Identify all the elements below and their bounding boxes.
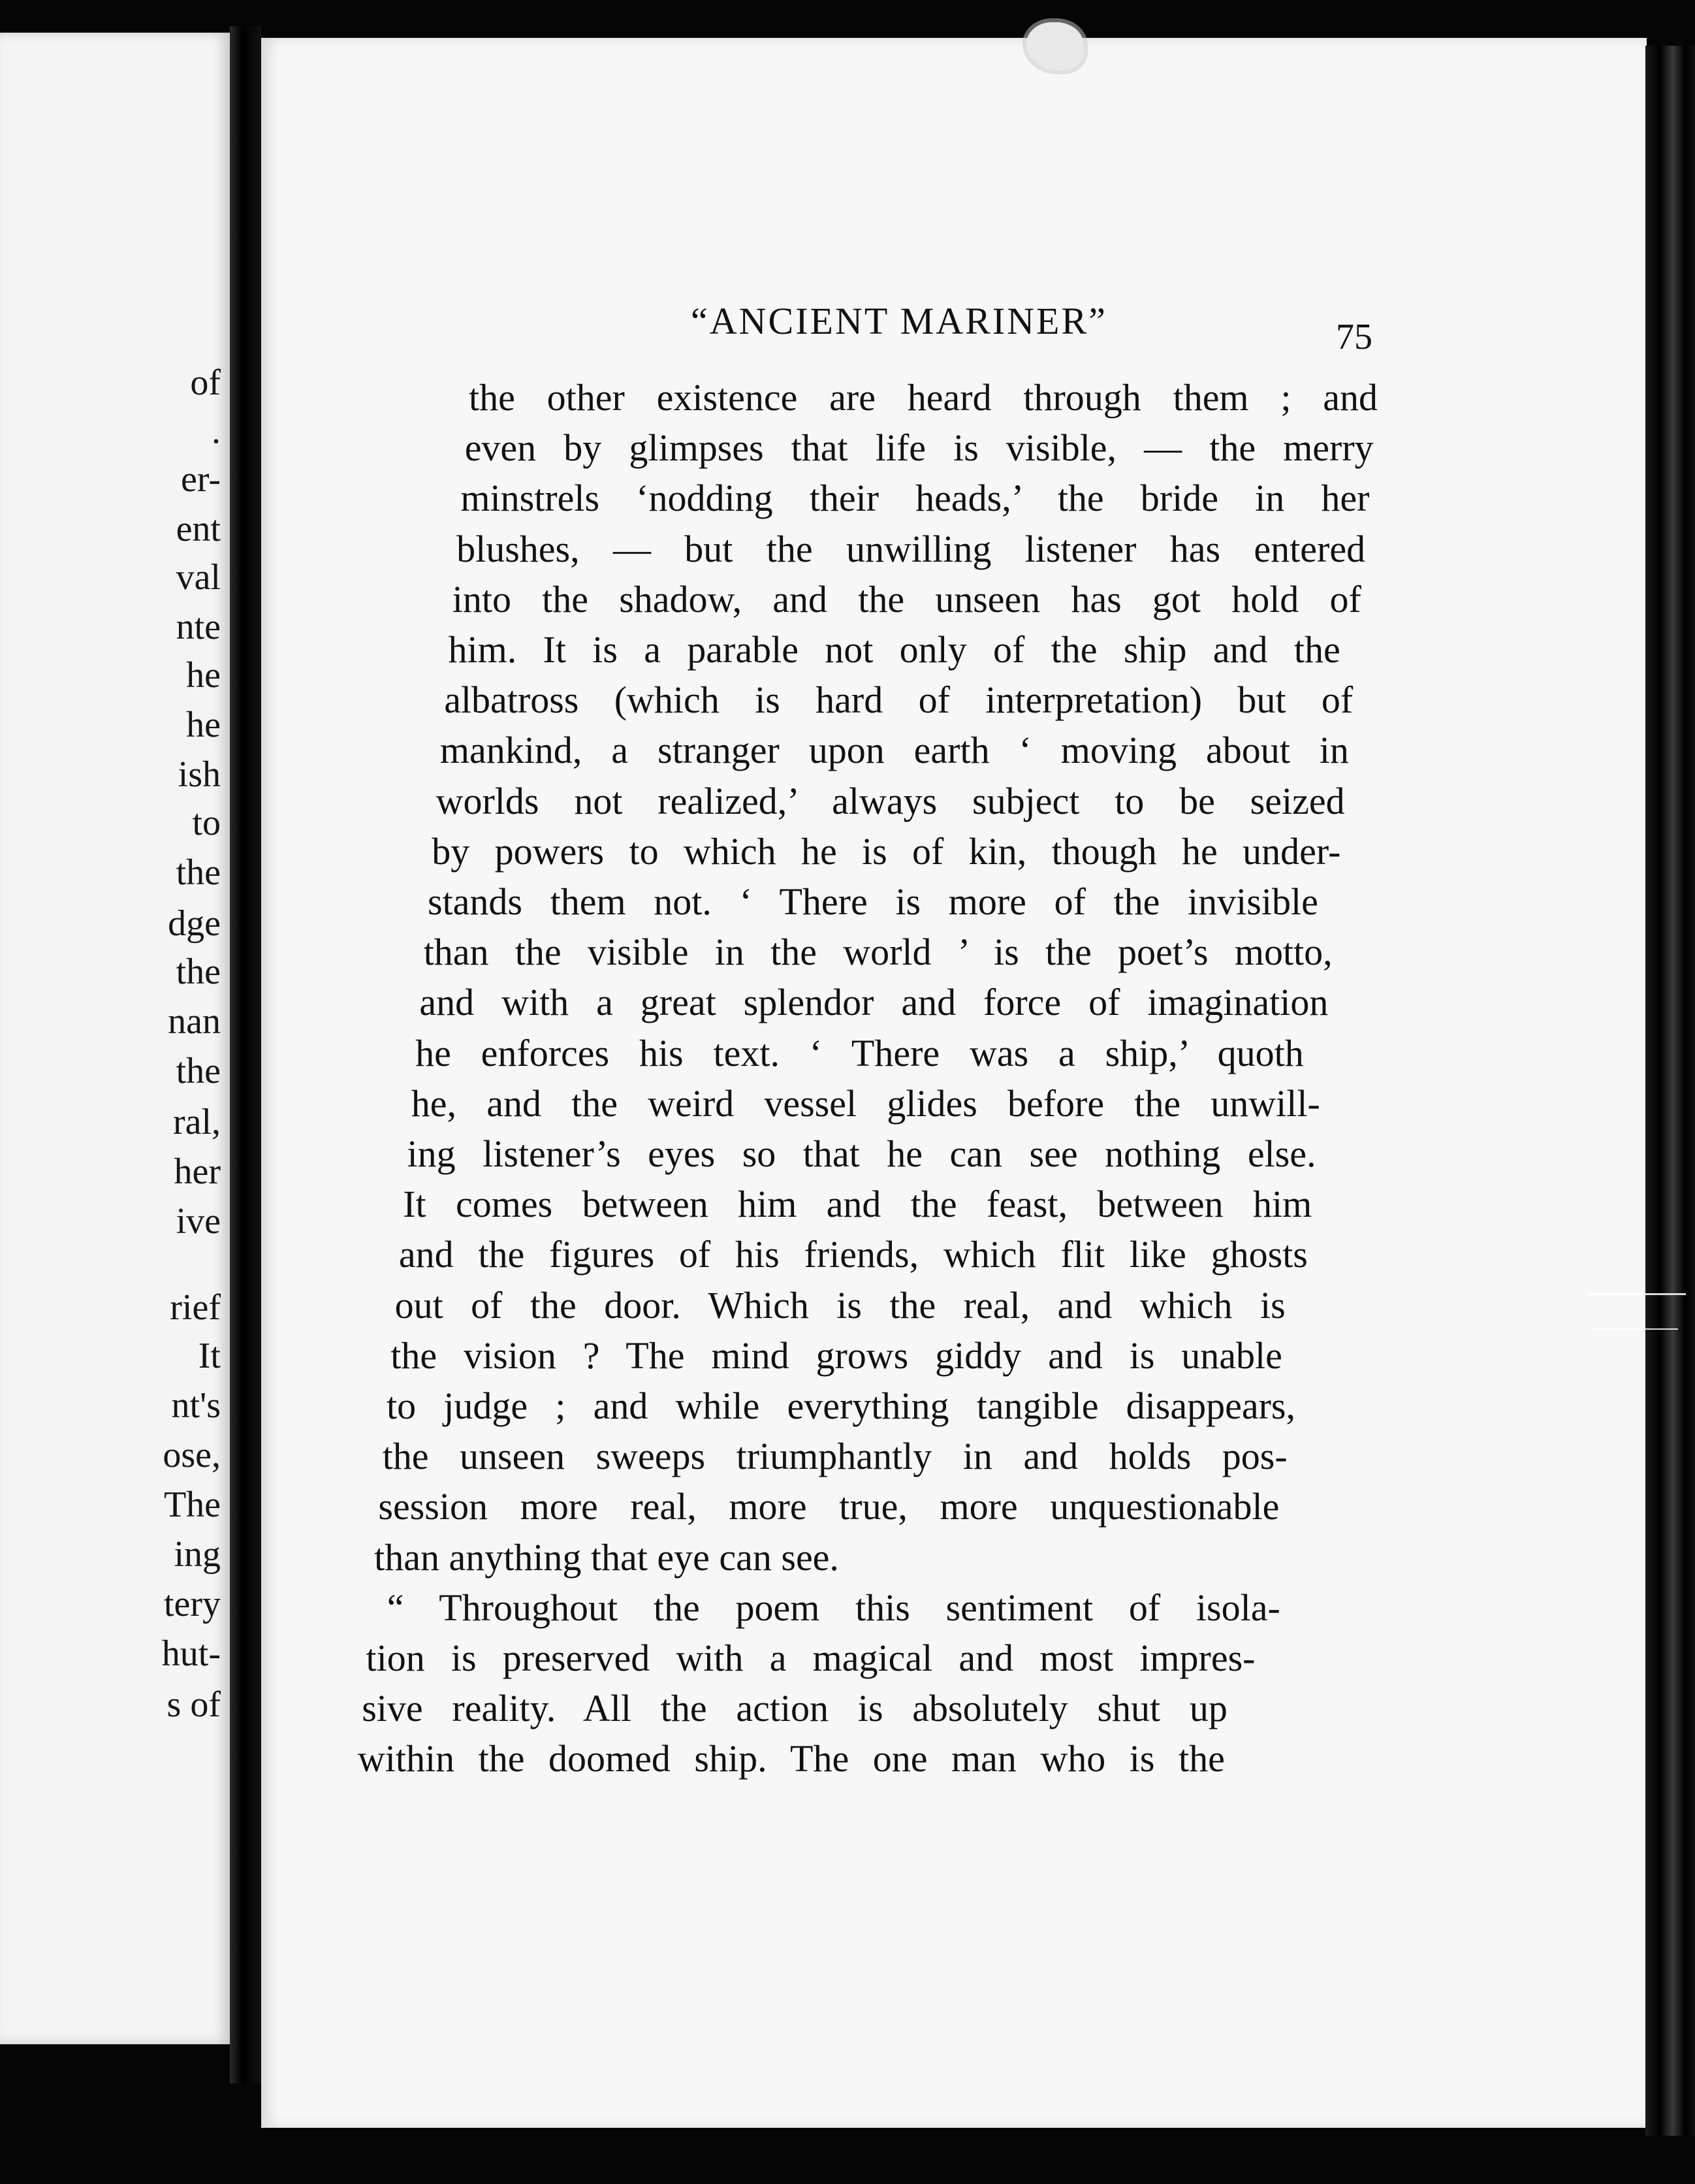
text-line: sive reality. All the action is absolutely shut up <box>362 1687 1228 1730</box>
text-line: to judge ; and while everything tangible disappears, <box>387 1385 1295 1427</box>
text-line: and with a great splendor and force of imagination <box>419 981 1329 1024</box>
text-line: the unseen sweeps triumphantly in and holds pos- <box>382 1435 1288 1478</box>
text-line: mankind, a stranger upon earth ‘ moving about in <box>439 729 1349 772</box>
facing-page-fragment: val <box>176 557 221 598</box>
text-line: “ Throughout the poem this sentiment of isola- <box>387 1586 1280 1629</box>
facing-page-fragment: s of <box>166 1684 221 1725</box>
page-number: 75 <box>1336 317 1372 357</box>
facing-page-fragment: he <box>186 705 221 745</box>
text-line: him. It is a parable not only of the ship and the <box>448 628 1340 671</box>
facing-page-fragment: he <box>186 655 221 696</box>
facing-page-fragment: rief <box>170 1287 221 1328</box>
text-line: than the visible in the world ’ is the poet’s motto, <box>423 931 1333 974</box>
facing-page-fragment: The <box>163 1485 221 1525</box>
facing-page-fragment: ral, <box>172 1102 221 1142</box>
book-gutter <box>230 26 261 2083</box>
facing-page-fragment: the <box>176 1051 221 1091</box>
facing-page-fragment: to <box>192 803 221 843</box>
scan-scratch <box>1593 1328 1678 1330</box>
facing-page-fragment: the <box>176 852 221 893</box>
facing-page-fragment: . <box>212 411 221 451</box>
facing-page-fragment: ing <box>174 1534 221 1575</box>
text-line: he enforces his text. ‘ There was a ship,’ quoth <box>415 1031 1304 1074</box>
text-line: session more real, more true, more unquestionable <box>378 1485 1280 1528</box>
facing-page <box>0 33 230 2044</box>
text-line: tion is preserved with a magical and most impres- <box>366 1637 1256 1679</box>
facing-page-fragment: her <box>174 1151 221 1192</box>
text-line: by powers to which he is of kin, though he under- <box>432 829 1341 873</box>
facing-page-fragment: hut- <box>161 1633 221 1674</box>
text-line: minstrels ‘nodding their heads,’ the bride in her <box>460 477 1370 520</box>
facing-page-fragment: er- <box>180 459 221 500</box>
facing-page-fragment: nte <box>176 607 221 647</box>
facing-page-fragment: tery <box>163 1584 221 1624</box>
text-line: within the doomed ship. The one man who is the <box>357 1737 1225 1780</box>
facing-page-fragment: It <box>198 1336 221 1376</box>
text-line: ing listener’s eyes so that he can see nothing else. <box>407 1132 1316 1175</box>
facing-page-fragment: ish <box>178 754 221 795</box>
text-line: into the shadow, and the unseen has got hold of <box>452 577 1361 620</box>
text-line: stands them not. ‘ There is more of the invisible <box>428 880 1318 923</box>
scan-scratch <box>1588 1293 1686 1295</box>
book-edge <box>1645 46 1695 2136</box>
facing-page-fragment: nt's <box>171 1385 221 1426</box>
text-line: he, and the weird vessel glides before the unwill- <box>411 1082 1320 1125</box>
text-line: and the figures of his friends, which flit like ghosts <box>398 1233 1308 1276</box>
text-line: than anything that eye can see. <box>374 1535 839 1579</box>
text-line: worlds not realized,’ always subject to be seized <box>436 779 1345 822</box>
facing-page-fragment: ent <box>176 509 221 549</box>
facing-page-fragment: ive <box>176 1201 221 1242</box>
text-line: the other existence are heard through them ; and <box>469 376 1378 419</box>
text-line: even by glimpses that life is visible, — the merry <box>464 426 1374 470</box>
text-line: albatross (which is hard of interpretation) but of <box>444 679 1354 722</box>
text-line: out of the door. Which is the real, and which is <box>394 1283 1286 1326</box>
facing-page-fragment: nan <box>168 1001 221 1042</box>
running-title: “ANCIENT MARINER” <box>691 300 1107 342</box>
text-line: the vision ? The mind grows giddy and is unable <box>390 1334 1282 1377</box>
facing-page-fragment: dge <box>168 903 221 944</box>
facing-page-fragment: the <box>176 952 221 992</box>
text-line: It comes between him and the feast, between him <box>403 1183 1312 1226</box>
facing-page-fragment: ose, <box>163 1435 221 1475</box>
text-line: blushes, — but the unwilling listener has entered <box>456 527 1366 570</box>
facing-page-fragment: of <box>190 362 221 403</box>
